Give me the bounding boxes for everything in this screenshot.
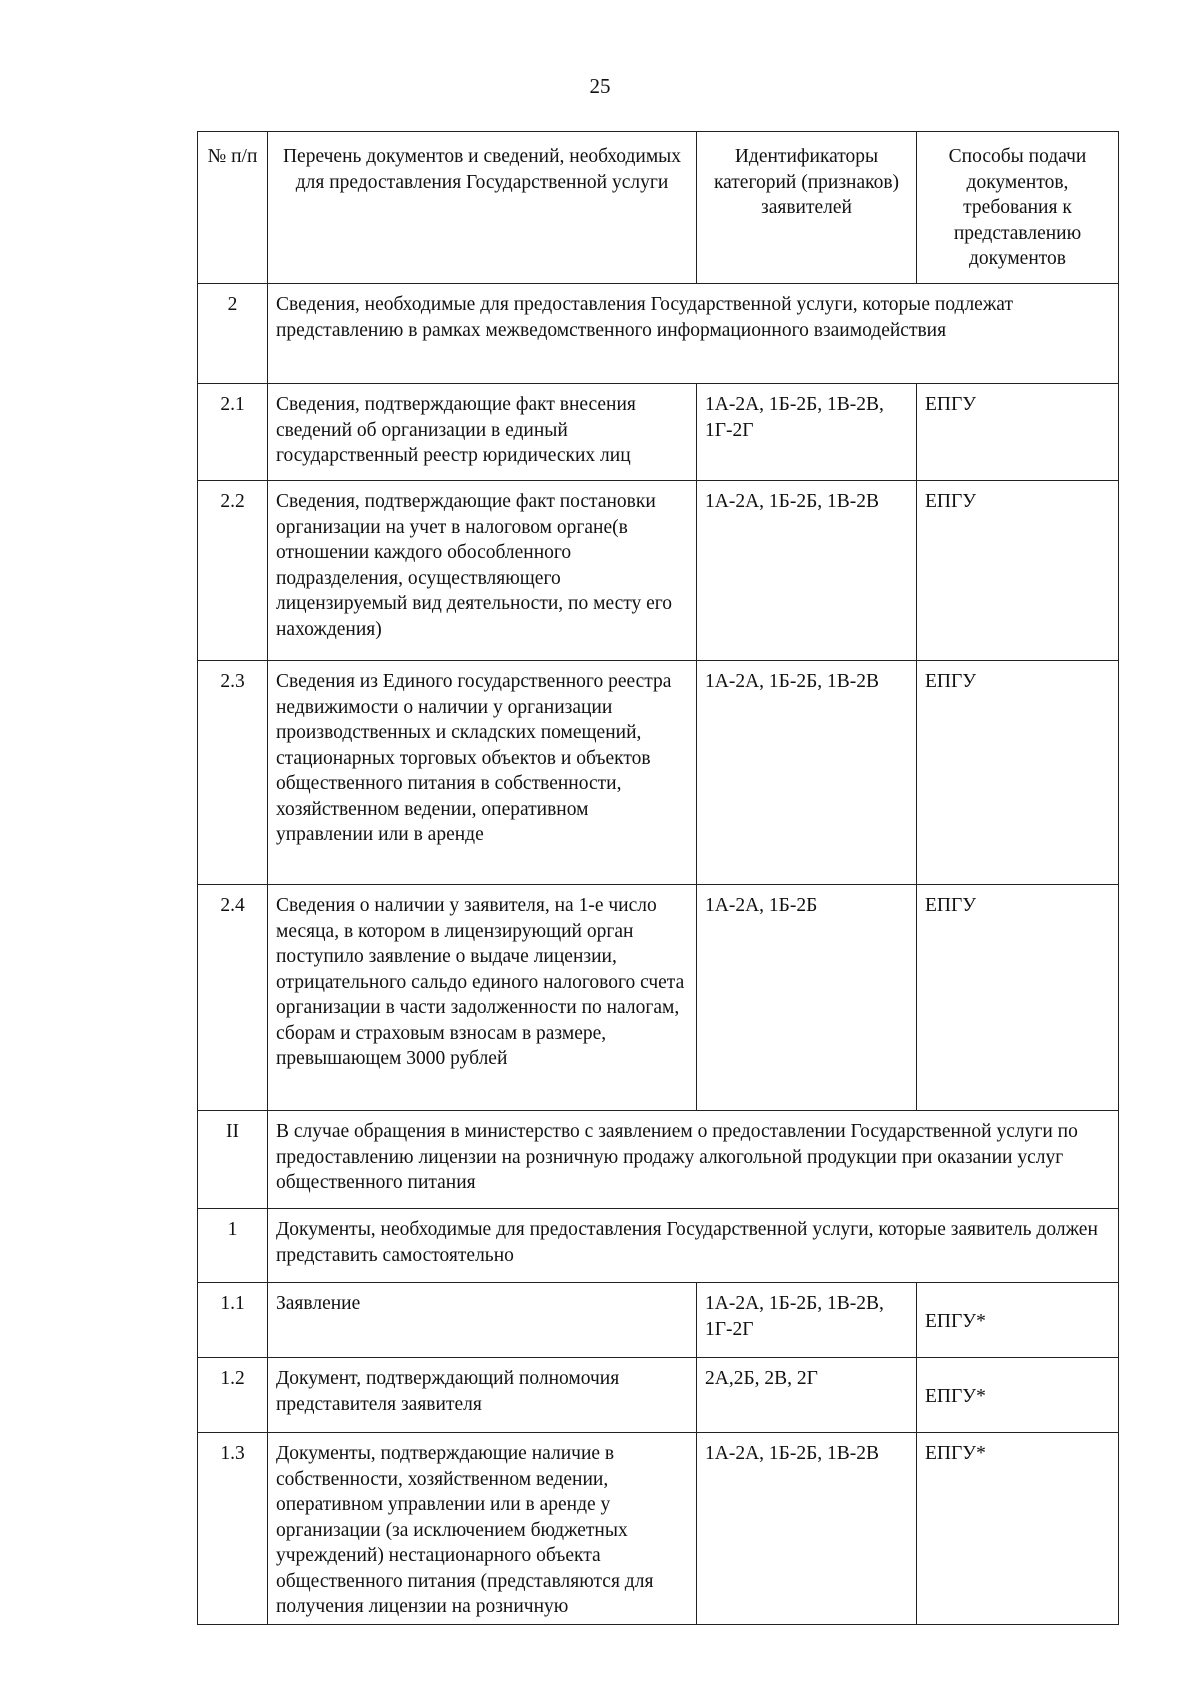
row-method: ЕПГУ (917, 885, 1119, 1111)
row-num: 2.1 (198, 384, 268, 481)
row-text: Сведения, необходимые для предоставления Государственной услуги, которые подлежат представлению в рамках межведомственного информационного взаимодействия (268, 284, 1119, 384)
row-text: Сведения, подтверждающие факт постановки организации на учет в налоговом органе(в отношении каждого обособленного подразделения, осуществляющего лицензируемый вид деятельности, по месту его нахождения) (268, 481, 697, 661)
table-header-row (198, 132, 1119, 284)
table-row (198, 1358, 1119, 1433)
row-num: 1 (198, 1209, 268, 1283)
table-row (198, 481, 1119, 661)
row-text: Документы, необходимые для предоставления Государственной услуги, которые заявитель должен представить самостоятельно (268, 1209, 1119, 1283)
table-row (198, 284, 1119, 384)
row-text: Заявление (268, 1283, 697, 1358)
row-method: ЕПГУ* (917, 1358, 1119, 1433)
row-num: II (198, 1111, 268, 1209)
page-number: 25 (589, 74, 611, 98)
row-method: ЕПГУ (917, 481, 1119, 661)
row-identifiers: 1А-2А, 1Б-2Б, 1В-2В (697, 1433, 917, 1625)
row-method: ЕПГУ* (917, 1433, 1119, 1625)
documents-table (197, 131, 1119, 1625)
row-identifiers: 1А-2А, 1Б-2Б (697, 885, 917, 1111)
row-text: Сведения из Единого государственного реестра недвижимости о наличии у организации производственных и складских помещений, стационарных торговых объектов и объектов общественного питания в собственности, хозяйственном ведении, оперативном управлении или в аренде (268, 661, 697, 885)
row-num: 1.2 (198, 1358, 268, 1433)
row-method: ЕПГУ* (917, 1283, 1119, 1358)
row-identifiers: 1А-2А, 1Б-2Б, 1В-2В (697, 481, 917, 661)
table-row (198, 1283, 1119, 1358)
row-identifiers: 1А-2А, 1Б-2Б, 1В-2В, 1Г-2Г (697, 384, 917, 481)
header-documents: Перечень документов и сведений, необходимых для предоставления Государственной услуги (268, 132, 697, 284)
header-identifiers: Идентификаторы категорий (признаков) заявителей (697, 132, 917, 284)
table-row (198, 1433, 1119, 1625)
table-row (198, 1111, 1119, 1209)
row-num: 2.4 (198, 885, 268, 1111)
table-row (198, 885, 1119, 1111)
row-identifiers: 1А-2А, 1Б-2Б, 1В-2В, 1Г-2Г (697, 1283, 917, 1358)
row-identifiers: 1А-2А, 1Б-2Б, 1В-2В (697, 661, 917, 885)
row-text: Документ, подтверждающий полномочия представителя заявителя (268, 1358, 697, 1433)
row-num: 1.1 (198, 1283, 268, 1358)
row-num: 1.3 (198, 1433, 268, 1625)
header-num: № п/п (198, 132, 268, 284)
header-methods: Способы подачи документов, требования к представлению документов (917, 132, 1119, 284)
row-text: Сведения, подтверждающие факт внесения сведений об организации в единый государственный реестр юридических лиц (268, 384, 697, 481)
row-identifiers: 2А,2Б, 2В, 2Г (697, 1358, 917, 1433)
row-num: 2.2 (198, 481, 268, 661)
table-row (198, 384, 1119, 481)
row-text: Документы, подтверждающие наличие в собственности, хозяйственном ведении, оперативном управлении или в аренде у организации (за исключением бюджетных учреждений) нестационарного объекта общественного питания (представляются для получения лицензии на розничную (268, 1433, 697, 1625)
row-num: 2.3 (198, 661, 268, 885)
row-text: Сведения о наличии у заявителя, на 1-е число месяца, в котором в лицензирующий орган поступило заявление о выдаче лицензии, отрицательного сальдо единого налогового счета организации в части задолженности по налогам, сборам и страховым взносам в размере, превышающем 3000 рублей (268, 885, 697, 1111)
row-method: ЕПГУ (917, 661, 1119, 885)
row-num: 2 (198, 284, 268, 384)
table-row (198, 661, 1119, 885)
table-row (198, 1209, 1119, 1283)
row-method: ЕПГУ (917, 384, 1119, 481)
row-text: В случае обращения в министерство с заявлением о предоставлении Государственной услуги по предоставлению лицензии на розничную продажу алкогольной продукции при оказании услуг общественного питания (268, 1111, 1119, 1209)
